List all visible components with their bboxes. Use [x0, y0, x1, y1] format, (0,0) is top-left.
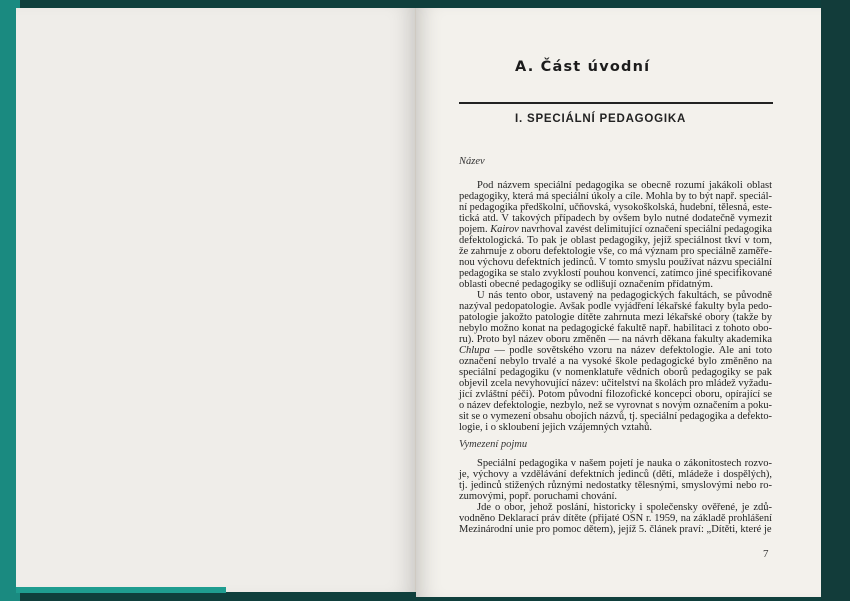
page-number: 7 [763, 548, 769, 560]
cover-strip [16, 587, 226, 593]
part-title: A. Část úvodní [515, 59, 651, 75]
text-row [459, 389, 772, 400]
text-row [459, 301, 772, 312]
text-row [459, 213, 772, 224]
text-line: že zahrnuje z oboru defektologie vše, co má význam pro speciálně zaměře- [459, 246, 772, 257]
text-line: pojem. Kairov navrhoval zavést delimitující označení speciální pedagogika [459, 224, 772, 235]
text-row [459, 180, 772, 191]
text-row [459, 279, 772, 290]
text-line: logie, i o skloubení jejich vzájemných vztahů. [459, 422, 653, 433]
text-line: zumovými, popř. poruchami chování. [459, 491, 618, 502]
right-page [416, 8, 821, 597]
text-row [459, 268, 772, 279]
text-line: patologie jakožto patologie dítěte zahrnuta mezi lékařské obory (takže by [459, 312, 772, 323]
section-body [459, 180, 772, 433]
text-row [459, 378, 772, 389]
text-row [459, 246, 772, 257]
text-line: Mezinárodní unie pro pomoc dětem), jejíž 5. článek praví: „Dítěti, které je [459, 524, 772, 535]
text-row [459, 290, 772, 301]
text-row [459, 191, 772, 202]
book-cover-edge-right [821, 0, 850, 601]
text-line: ní pedagogika předškolní, učňovská, vysokoškolská, hudební, tělesná, este- [459, 202, 772, 213]
text-row [459, 524, 772, 535]
text-line: Jde o obor, jehož poslání, historicky i společensky ověřené, je zdů- [477, 502, 772, 513]
text-row [459, 480, 772, 491]
text-line: nebylo možno konat na pedagogické fakultě např. habilitaci z tohoto obo- [459, 323, 772, 334]
text-row [459, 469, 772, 480]
paragraph [459, 502, 772, 535]
text-line: tj. jedinců stižených různými nedostatky tělesnými, smyslovými nebo ro- [459, 480, 772, 491]
section-body [459, 458, 772, 535]
text-line: sit se o vymezení obsahu obojích názvů, tj. speciální pedagogika a defekto- [459, 411, 772, 422]
text-line: speciální pedagogiku (v nomenklatuře vědních oborů pedagogiky se pak [459, 367, 772, 378]
text-row [459, 312, 772, 323]
title-rule [459, 102, 773, 104]
paragraph [459, 458, 772, 502]
text-row [459, 356, 772, 367]
text-line: Pod názvem speciální pedagogika se obecně rozumí jakákoli oblast [477, 180, 772, 191]
text-line: objevil zcela nevyhovující název: učitelství na školách pro mládež vyžadu- [459, 378, 772, 389]
chapter-title: I. SPECIÁLNÍ PEDAGOGIKA [515, 113, 687, 125]
text-row [459, 334, 772, 345]
text-row [459, 422, 772, 433]
text-row [459, 411, 772, 422]
text-line: U nás tento obor, ustavený na pedagogických fakultách, se původně [477, 290, 772, 301]
text-row [459, 400, 772, 411]
text-row [459, 202, 772, 213]
text-line: ru). Proto byl název oboru změněn — na návrh děkana fakulty akademika [459, 334, 772, 345]
paragraph [459, 180, 772, 290]
text-row [459, 224, 772, 235]
text-line: jící zvláštní péči). Potom původní filozofické koncepci oboru, opírající se [459, 389, 772, 400]
text-row [459, 367, 772, 378]
text-row [459, 257, 772, 268]
paragraph [459, 290, 772, 433]
section-heading: Název [459, 156, 485, 167]
text-row [459, 235, 772, 246]
text-row [459, 502, 772, 513]
text-line: vodněno Deklarací práv dítěte (přijaté OSN r. 1959, na základě prohlášení [459, 513, 772, 524]
text-line: je, výchovy a vzdělávání defektních jedinců (dětí, mládeže i dospělých), [459, 469, 772, 480]
section-heading: Vymezení pojmu [459, 439, 528, 450]
text-row [459, 491, 772, 502]
text-row [459, 458, 772, 469]
text-line: o název defektologie, nezbylo, než se vyrovnat s novým označením a poku- [459, 400, 772, 411]
text-line: pedagogiky, která má speciální úkoly a cíle. Mohla by to být např. speciál- [459, 191, 772, 202]
text-line: nazýval pedopatologie. Avšak podle vyjádření lékařské fakulty byla pedo- [459, 301, 772, 312]
left-page-blank [16, 8, 416, 592]
text-line: označení nebylo trvalé a na vysoké škole pedagogické bylo změněno na [459, 356, 772, 367]
text-row [459, 513, 772, 524]
text-line: nou výchovu defektních jedinců. V tomto smyslu používat názvu speciální [459, 257, 772, 268]
text-line: Chlupa — podle sovětského vzoru na název defektologie. Ale ani toto [459, 345, 772, 356]
text-line: defektologická. To pak je oblast pedagogiky, jejíž speciálnost tkví v tom, [459, 235, 772, 246]
text-line: Speciální pedagogika v našem pojetí je nauka o zákonitostech rozvo- [477, 458, 772, 469]
text-row [459, 345, 772, 356]
text-line: tická atd. V takových případech by ovšem bylo nutné dodatečně vymezit [459, 213, 772, 224]
text-line: pedagogika se stalo zvyklostí pouhou konvencí, zatímco jiné specifikované [459, 268, 772, 279]
text-line: oblasti obecné pedagogiky se odlišují označením přídatným. [459, 279, 713, 290]
text-row [459, 323, 772, 334]
